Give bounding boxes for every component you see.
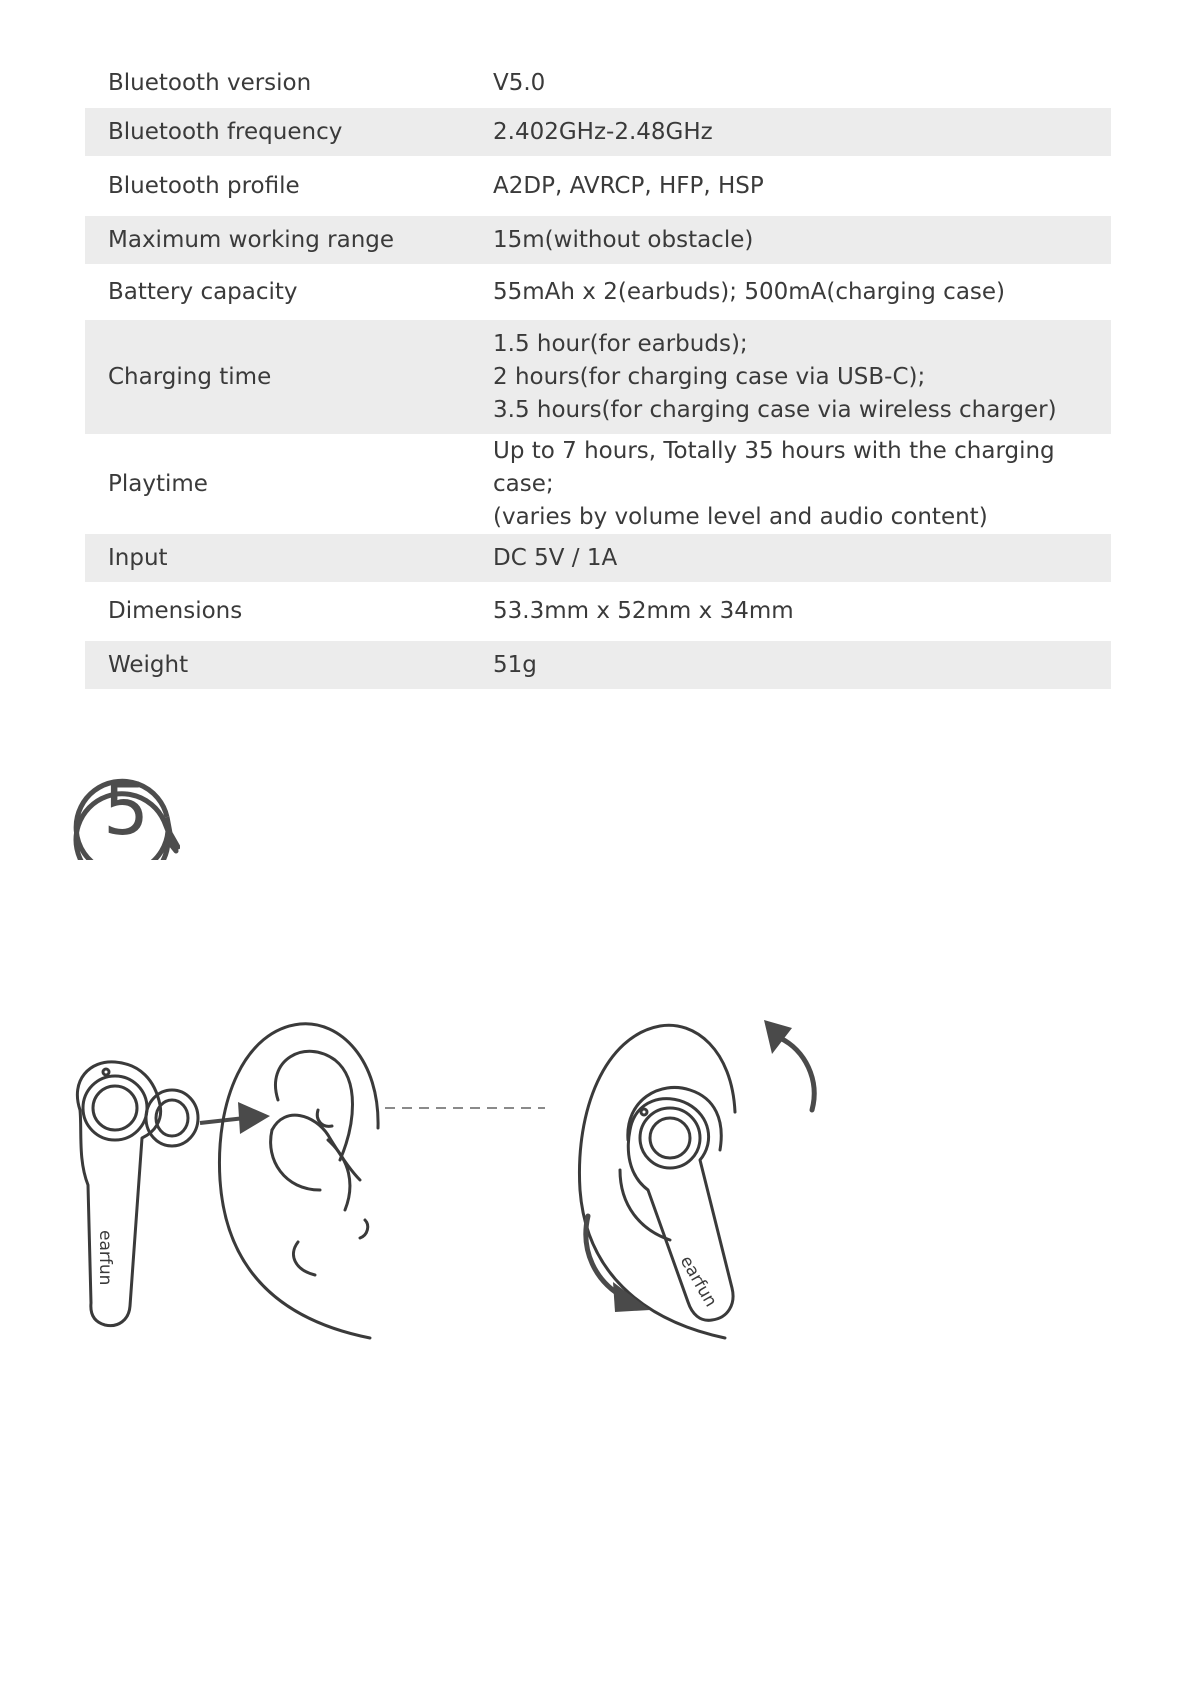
spec-value-line: 2 hours(for charging case via USB-C); — [493, 363, 926, 390]
spec-row-bluetooth-frequency — [85, 108, 1111, 156]
spec-label: Maximum working range — [108, 226, 395, 253]
spec-value-line: Up to 7 hours, Totally 35 hours with the charging case; — [493, 437, 1055, 497]
spec-label: Battery capacity — [108, 278, 298, 305]
spec-value — [493, 170, 1111, 203]
spec-value — [493, 116, 1111, 149]
brand-label-right: earfun — [675, 1252, 721, 1311]
step-number: 5 — [103, 767, 149, 851]
step-badge — [68, 755, 180, 860]
spec-label: Bluetooth version — [108, 69, 312, 96]
spec-label: Dimensions — [108, 598, 243, 624]
spec-value-line: (varies by volume level and audio content) — [493, 503, 988, 530]
spec-row-bluetooth-version — [85, 58, 1111, 108]
spec-label: Bluetooth frequency — [108, 118, 343, 145]
spec-label: Playtime — [108, 470, 208, 497]
spec-value-line: 51g — [493, 651, 537, 678]
rotate-arrow-up-icon — [764, 1020, 814, 1110]
spec-value — [493, 595, 1111, 628]
rotate-arrow-down-icon — [586, 1216, 650, 1312]
spec-value-line: 15m(without obstacle) — [493, 226, 754, 253]
spec-value-line: 53.3mm x 52mm x 34mm — [493, 598, 794, 624]
spec-row-bluetooth-profile — [85, 156, 1111, 216]
spec-row-battery-capacity — [85, 264, 1111, 320]
earbud-fitting-illustration — [60, 1020, 860, 1370]
spec-row-maximum-working-range — [85, 216, 1111, 264]
spec-row-weight — [85, 641, 1111, 689]
spec-value-line: 55mAh x 2(earbuds); 500mA(charging case) — [493, 278, 1006, 305]
spec-row-input — [85, 534, 1111, 582]
earbud-insert-diagram — [60, 1020, 860, 1370]
spec-value — [493, 542, 1111, 575]
spec-value — [493, 67, 1111, 100]
spec-row-charging-time — [85, 320, 1111, 434]
left-earbud — [77, 1062, 198, 1326]
spec-value-line: 1.5 hour(for earbuds); — [493, 330, 748, 357]
spec-label: Bluetooth profile — [108, 172, 300, 199]
spec-value — [493, 224, 1111, 257]
spec-value-line: A2DP, AVRCP, HFP, HSP — [493, 172, 764, 199]
spec-table — [85, 58, 1111, 689]
spec-value-line: 2.402GHz-2.48GHz — [493, 118, 713, 145]
spec-value — [493, 276, 1111, 309]
spec-value-line: 3.5 hours(for charging case via wireless charger) — [493, 396, 1057, 423]
spec-value-line: V5.0 — [493, 69, 546, 96]
spec-value — [493, 435, 1111, 534]
spec-label: Input — [108, 544, 168, 571]
spec-value-line: DC 5V / 1A — [493, 544, 618, 571]
right-earbud — [628, 1099, 733, 1321]
spec-label: Charging time — [108, 363, 272, 390]
spec-row-dimensions — [85, 582, 1111, 641]
brand-label-left: earfun — [95, 1230, 115, 1286]
left-ear — [219, 1024, 378, 1338]
spec-value — [493, 649, 1111, 682]
spec-row-playtime — [85, 434, 1111, 534]
spec-label: Weight — [108, 651, 189, 678]
insert-arrow-icon — [200, 1102, 270, 1134]
spec-value — [493, 328, 1111, 427]
